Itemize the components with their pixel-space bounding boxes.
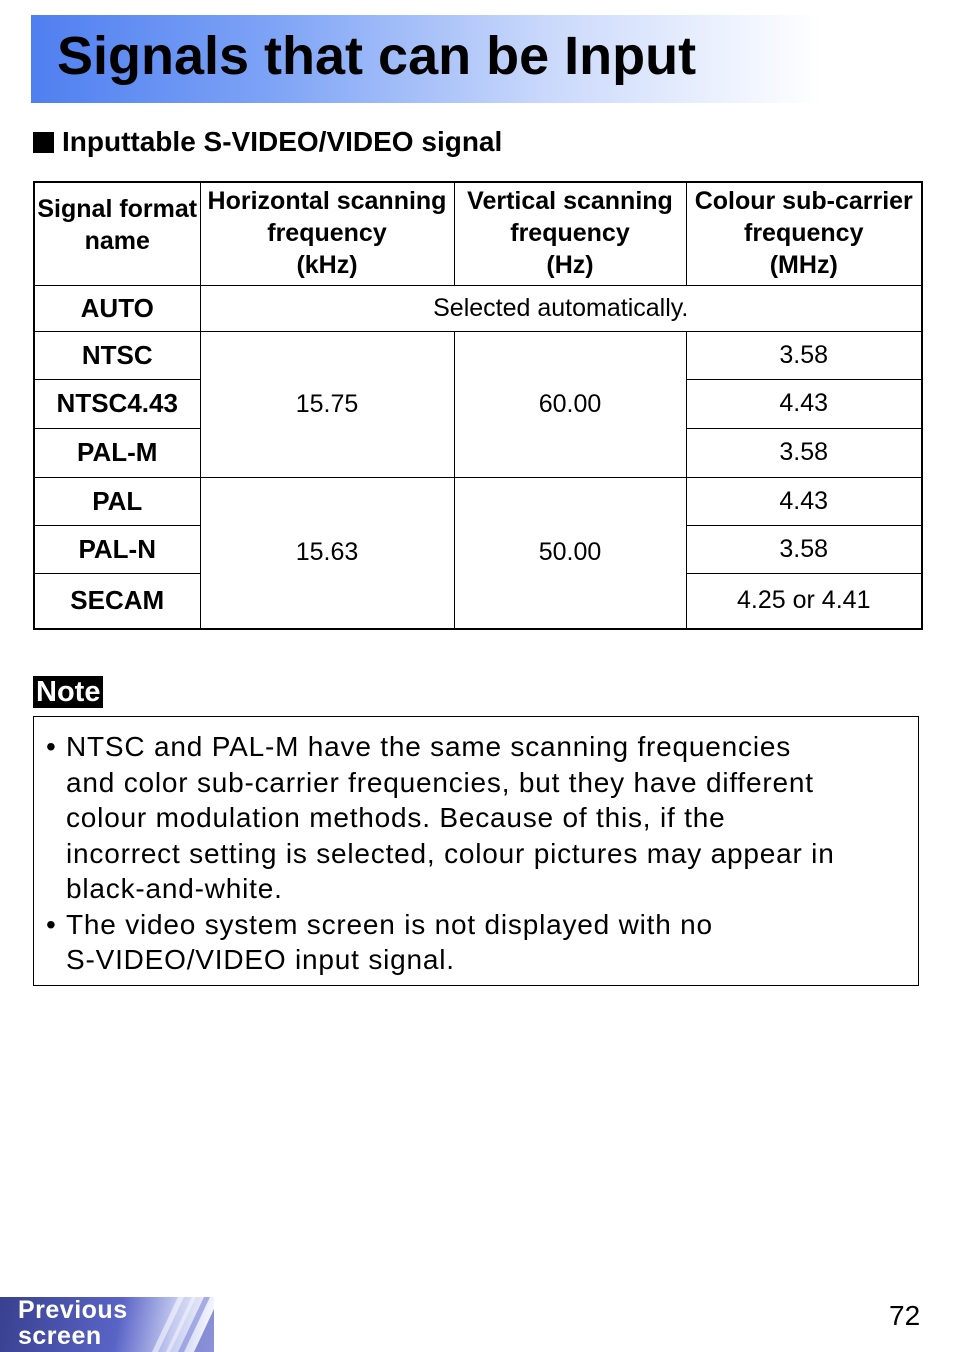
header-signal-format: Signal format name <box>34 182 200 285</box>
note-item: • The video system screen is not displayed with no S-VIDEO/VIDEO input signal. <box>46 907 918 978</box>
header-vertical-frequency: Vertical scanning frequency (Hz) <box>454 182 686 285</box>
note-list <box>34 717 918 978</box>
header-horizontal-frequency: Horizontal scanning frequency (kHz) <box>200 182 454 285</box>
signal-table <box>33 181 923 630</box>
colour-subcarrier-cell: 4.25 or 4.41 <box>686 573 922 629</box>
auto-description-cell: Selected automatically. <box>200 285 922 331</box>
colour-subcarrier-cell: 4.43 <box>686 379 922 428</box>
stripe-decoration-icon <box>144 1297 214 1352</box>
note-label: Note <box>33 676 103 708</box>
table-header-row <box>34 182 922 285</box>
vertical-frequency-cell: 50.00 <box>454 477 686 629</box>
section-heading-text: Inputtable S-VIDEO/VIDEO signal <box>62 126 503 157</box>
format-cell: PAL-N <box>34 525 200 573</box>
previous-screen-label: Previous screen <box>18 1297 128 1350</box>
format-cell: SECAM <box>34 573 200 629</box>
format-cell: NTSC4.43 <box>34 379 200 428</box>
format-cell: PAL-M <box>34 428 200 477</box>
colour-subcarrier-cell: 3.58 <box>686 428 922 477</box>
colour-subcarrier-cell: 3.58 <box>686 525 922 573</box>
table-row <box>34 331 922 379</box>
title-bar <box>31 15 821 103</box>
vertical-frequency-cell: 60.00 <box>454 331 686 477</box>
previous-screen-button[interactable] <box>0 1297 214 1352</box>
page-number: 72 <box>889 1300 921 1331</box>
colour-subcarrier-cell: 4.43 <box>686 477 922 525</box>
note-box <box>33 716 919 986</box>
format-cell: PAL <box>34 477 200 525</box>
format-cell: NTSC <box>34 331 200 379</box>
section-heading <box>33 126 502 158</box>
format-cell: AUTO <box>34 285 200 331</box>
horizontal-frequency-cell: 15.75 <box>200 331 454 477</box>
table-row <box>34 285 922 331</box>
horizontal-frequency-cell: 15.63 <box>200 477 454 629</box>
table-row <box>34 477 922 525</box>
page-title: Signals that can be Input <box>57 26 697 86</box>
colour-subcarrier-cell: 3.58 <box>686 331 922 379</box>
black-square-icon <box>33 132 54 153</box>
note-item: • NTSC and PAL-M have the same scanning frequencies and color sub-carrier frequencies, but they have different colour modulation methods. Because of this, if the incorrect setting is selected, colour pictures may appear in black-and-white. <box>46 729 918 907</box>
header-colour-subcarrier: Colour sub-carrier frequency (MHz) <box>686 182 922 285</box>
